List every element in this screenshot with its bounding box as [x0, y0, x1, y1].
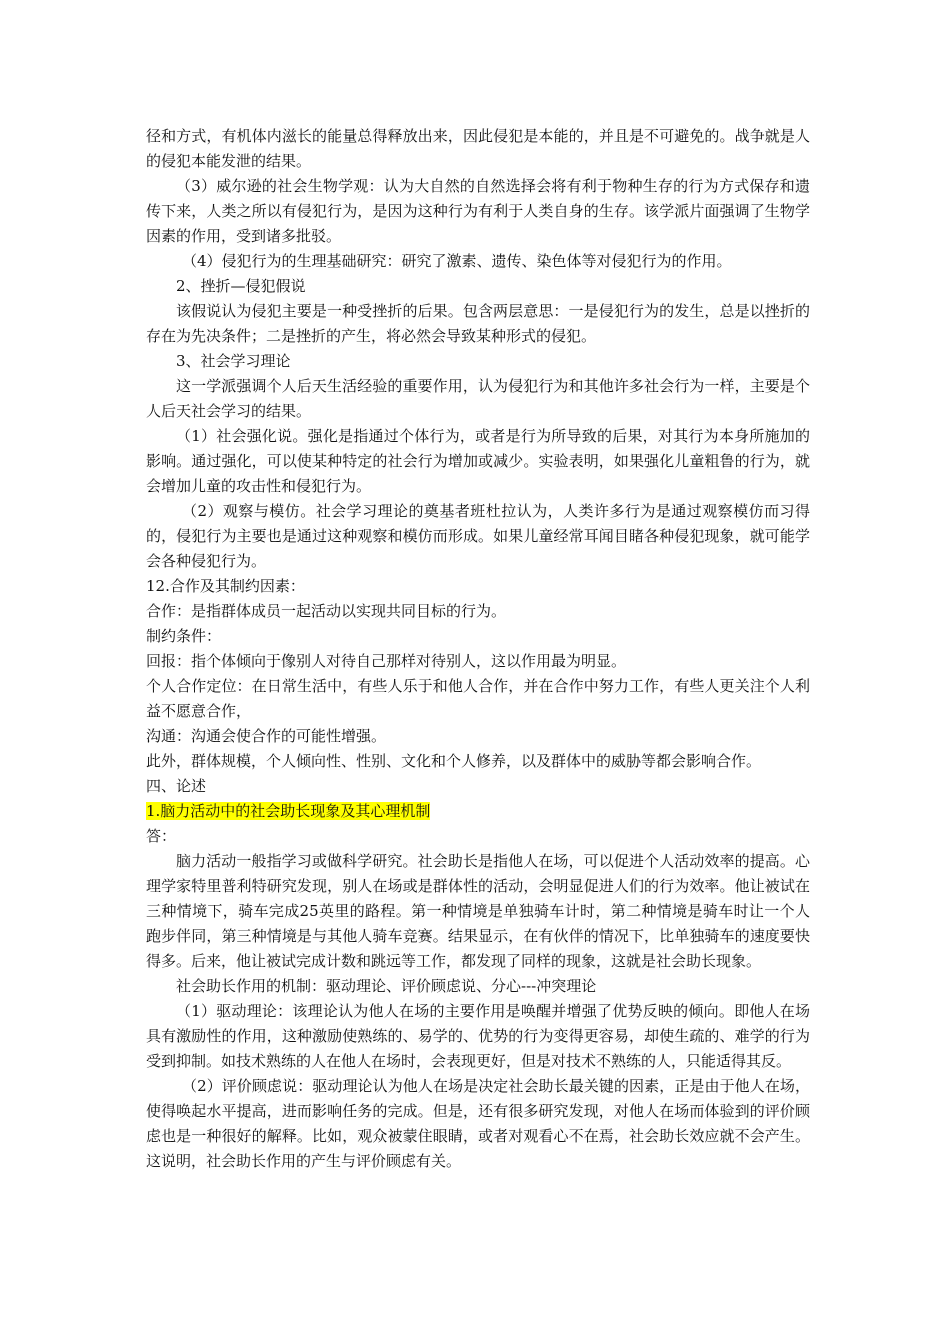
- paragraph-physiology: （4）侵犯行为的生理基础研究：研究了激素、遗传、染色体等对侵犯行为的作用。: [182, 252, 732, 270]
- paragraph-evaluation-apprehension: （2）评价顾虑说：驱动理论认为他人在场是决定社会助长最关键的因素，正是由于他人在场，使得唤起水平提高，进而影响任务的完成。但是，还有很多研究发现，对他人在场而体验到的评价顾虑也是一种很好的解释。比如，观众被蒙住眼睛，或者对观看心不在焉，社会助长效应就不会产生。这说明，社会助长作用的产生与评价顾虑有关。: [146, 1077, 810, 1170]
- paragraph-constraints: 制约条件：: [146, 627, 222, 645]
- paragraph-communication: 沟通：沟通会使合作的可能性增强。: [146, 727, 387, 745]
- answer-label: 答：: [146, 827, 177, 845]
- paragraph-sociobiology: （3）威尔逊的社会生物学观：认为大自然的自然选择会将有利于物种生存的行为方式保存和遗传下来，人类之所以有侵犯行为，是因为这种行为有利于人类自身的生存。该学派片面强调了生物学因素的作用，受到诸多批驳。: [146, 177, 810, 245]
- paragraph-other-factors: 此外，群体规模，个人倾向性、性别、文化和个人修养，以及群体中的威胁等都会影响合作。: [146, 752, 762, 770]
- paragraph-mechanisms: 社会助长作用的机制：驱动理论、评价顾虑说、分心---冲突理论: [176, 977, 597, 995]
- paragraph-observation: （2）观察与模仿。社会学习理论的奠基者班杜拉认为，人类许多行为是通过观察模仿而习得的，侵犯行为主要也是通过这种观察和模仿而形成。如果儿童经常耳闻目睹各种侵犯现象，就可能学会各种侵犯行为。: [146, 502, 810, 570]
- heading-social-learning: 3、社会学习理论: [176, 352, 291, 370]
- paragraph-frustration-hypothesis: 该假说认为侵犯主要是一种受挫折的后果。包含两层意思：一是侵犯行为的发生，总是以挫折的存在为先决条件；二是挫折的产生，将必然会导致某种形式的侵犯。: [146, 302, 810, 345]
- heading-frustration-aggression: 2、挫折—侵犯假说: [176, 277, 306, 295]
- heading-cooperation: 12.合作及其制约因素：: [146, 577, 305, 595]
- heading-discussion: 四、论述: [146, 777, 207, 795]
- highlighted-question: 1.脑力活动中的社会助长现象及其心理机制: [146, 802, 431, 820]
- paragraph-social-facilitation: 脑力活动一般指学习或做科学研究。社会助长是指他人在场，可以促进个人活动效率的提高。心理学家特里普利特研究发现，别人在场或是群体性的活动，会明显促进人们的行为效率。他让被试在三种情境下，骑车完成25英里的路程。第一种情境是单独骑车计时，第二种情境是骑车时让一个人跑步伴同，第三种情境是与其他人骑车竞赛。结果显示，在有伙伴的情况下，比单独骑车的速度要快得多。后来，他让被试完成计数和跳远等工作，都发现了同样的现象，这就是社会助长现象。: [146, 852, 810, 970]
- paragraph-drive-theory: （1）驱动理论：该理论认为他人在场的主要作用是唤醒并增强了优势反映的倾向。即他人在场具有激励性的作用，这种激励使熟练的、易学的、优势的行为变得更容易，却使生疏的、难学的行为受到抑制。如技术熟练的人在他人在场时，会表现更好，但是对技术不熟练的人，只能适得其反。: [146, 1002, 810, 1070]
- paragraph-cooperation-definition: 合作：是指群体成员一起活动以实现共同目标的行为。: [146, 602, 507, 620]
- document-page: [146, 124, 810, 1174]
- paragraph-reciprocity: 回报：指个体倾向于像别人对待自己那样对待别人，这以作用最为明显。: [146, 652, 627, 670]
- paragraph-reinforcement: （1）社会强化说。强化是指通过个体行为，或者是行为所导致的后果，对其行为本身所施加的影响。通过强化，可以使某种特定的社会行为增加或减少。实验表明，如果强化儿童粗鲁的行为，就会增加儿童的攻击性和侵犯行为。: [146, 427, 810, 495]
- heading-question-1: [146, 799, 810, 824]
- paragraph-social-learning: 这一学派强调个人后天生活经验的重要作用，认为侵犯行为和其他许多社会行为一样，主要是个人后天社会学习的结果。: [146, 377, 810, 420]
- paragraph-instinct-theory-end: 径和方式，有机体内滋长的能量总得释放出来，因此侵犯是本能的，并且是不可避免的。战争就是人的侵犯本能发泄的结果。: [146, 127, 810, 170]
- paragraph-orientation: 个人合作定位：在日常生活中，有些人乐于和他人合作，并在合作中努力工作，有些人更关注个人利益不愿意合作，: [146, 677, 810, 720]
